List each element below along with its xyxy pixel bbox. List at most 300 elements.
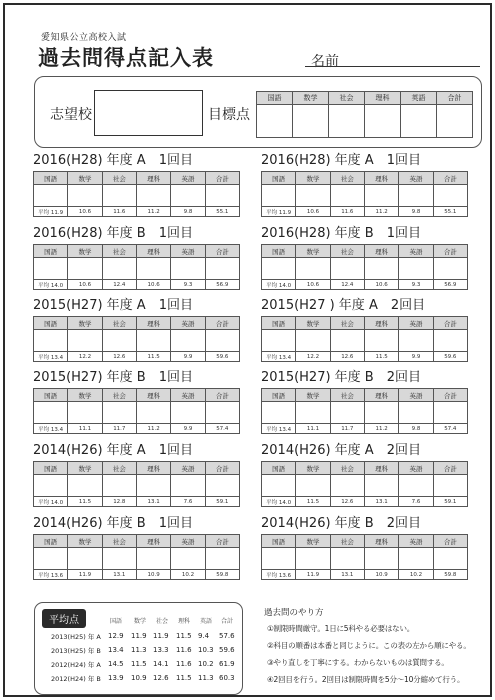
average-row-label: 2013(H25) 年 A	[51, 633, 101, 641]
goal-score-cell[interactable]	[257, 105, 293, 138]
subject-header: 英語	[171, 317, 205, 330]
subject-header: 合計	[433, 462, 467, 475]
average-value: 11.9	[153, 632, 169, 640]
average-value: 11.5	[176, 674, 192, 682]
score-input-cell[interactable]	[102, 258, 136, 280]
howto-step: ②科目の順番は本番と同じように。この表の左から順にやる。	[267, 641, 471, 650]
score-input-cell[interactable]	[136, 402, 170, 424]
subject-header: 社会	[330, 245, 364, 258]
target-score-label: 目標点	[208, 107, 250, 123]
score-table	[33, 316, 240, 362]
goal-panel	[34, 76, 482, 148]
score-input-cell[interactable]	[68, 185, 102, 207]
score-input-cell[interactable]	[262, 548, 296, 570]
average-cell: 9.8	[399, 424, 433, 434]
subject-header: 理科	[364, 462, 398, 475]
average-value: 60.3	[219, 674, 235, 682]
score-input-cell[interactable]	[364, 475, 398, 497]
exam-block	[261, 442, 468, 507]
score-input-cell[interactable]	[296, 475, 330, 497]
subject-header: 国語	[262, 172, 296, 185]
subject-header: 理科	[364, 245, 398, 258]
average-cell: 11.1	[296, 424, 330, 434]
avg-header: 合計	[221, 618, 234, 625]
average-cell: 12.4	[330, 280, 364, 290]
score-input-cell[interactable]	[68, 402, 102, 424]
subject-header: 理科	[364, 317, 398, 330]
goal-score-cell[interactable]	[401, 105, 437, 138]
average-cell: 平均 14.0	[262, 497, 296, 507]
score-input-cell[interactable]	[330, 258, 364, 280]
average-cell: 平均 13.4	[34, 352, 68, 362]
score-input-cell[interactable]	[102, 475, 136, 497]
score-input-cell[interactable]	[399, 258, 433, 280]
average-cell: 13.1	[136, 497, 170, 507]
score-input-cell[interactable]	[205, 402, 239, 424]
average-cell: 56.9	[433, 280, 467, 290]
average-value: 11.3	[198, 674, 214, 682]
exam-title: 2015(H27 ) 年度 A 2回目	[261, 298, 426, 313]
subject-header: 社会	[330, 462, 364, 475]
subject-header: 数学	[296, 389, 330, 402]
score-input-cell[interactable]	[205, 185, 239, 207]
subject-header: 数学	[296, 317, 330, 330]
subject-header: 数学	[68, 172, 102, 185]
average-cell: 10.6	[68, 280, 102, 290]
subject-header: 国語	[34, 317, 68, 330]
average-cell: 11.5	[364, 352, 398, 362]
exam-title: 2016(H28) 年度 A 1回目	[261, 153, 421, 168]
average-cell: 平均 14.0	[262, 280, 296, 290]
score-input-cell[interactable]	[364, 402, 398, 424]
howto-step: ④2回目を行う。2回目は制限時間を5分～10分縮めて行う。	[267, 675, 465, 684]
score-input-cell[interactable]	[399, 185, 433, 207]
goal-header: 英語	[401, 92, 437, 105]
exam-title: 2015(H27) 年度 A 1回目	[33, 298, 193, 313]
exam-title: 2014(H26) 年度 A 1回目	[33, 443, 193, 458]
average-value: 12.9	[108, 632, 124, 640]
subject-header: 理科	[136, 172, 170, 185]
average-cell: 9.3	[171, 280, 205, 290]
goal-score-cell[interactable]	[329, 105, 365, 138]
score-input-cell[interactable]	[205, 548, 239, 570]
subject-header: 理科	[136, 245, 170, 258]
average-cell: 12.2	[296, 352, 330, 362]
average-label: 平均点	[42, 609, 86, 628]
score-table	[33, 244, 240, 290]
score-input-cell[interactable]	[330, 402, 364, 424]
answer-sheet-page	[3, 3, 492, 697]
avg-header: 理科	[178, 618, 191, 625]
average-cell: 11.7	[102, 424, 136, 434]
score-input-cell[interactable]	[34, 475, 68, 497]
subject-header: 英語	[171, 389, 205, 402]
average-cell: 10.6	[136, 280, 170, 290]
score-input-cell[interactable]	[171, 258, 205, 280]
exam-title: 2016(H28) 年度 B 1回目	[33, 226, 193, 241]
score-input-cell[interactable]	[433, 258, 467, 280]
average-cell: 10.6	[364, 280, 398, 290]
average-cell: 9.3	[399, 280, 433, 290]
score-table	[33, 461, 240, 507]
score-input-cell[interactable]	[102, 402, 136, 424]
score-input-cell[interactable]	[136, 475, 170, 497]
average-cell: 12.2	[68, 352, 102, 362]
score-input-cell[interactable]	[262, 185, 296, 207]
subject-header: 理科	[136, 462, 170, 475]
average-cell: 11.5	[296, 497, 330, 507]
subject-header: 理科	[136, 389, 170, 402]
average-cell: 10.2	[171, 570, 205, 580]
target-score-table	[256, 91, 473, 138]
score-input-cell[interactable]	[262, 402, 296, 424]
subject-header: 社会	[102, 245, 136, 258]
subject-header: 合計	[433, 317, 467, 330]
average-value: 11.3	[131, 646, 147, 654]
average-cell: 55.1	[205, 207, 239, 217]
subject-header: 社会	[102, 317, 136, 330]
score-input-cell[interactable]	[136, 185, 170, 207]
average-cell: 57.4	[205, 424, 239, 434]
score-input-cell[interactable]	[399, 330, 433, 352]
score-input-cell[interactable]	[171, 475, 205, 497]
exam-block	[261, 297, 468, 362]
target-school-field[interactable]	[94, 90, 203, 136]
exam-block	[33, 225, 240, 290]
score-input-cell[interactable]	[296, 258, 330, 280]
subject-header: 社会	[102, 172, 136, 185]
score-input-cell[interactable]	[433, 548, 467, 570]
howto-step: ③やり直しを丁寧にする。わからないものは質問する。	[267, 658, 449, 667]
exam-title: 2014(H26) 年度 B 2回目	[261, 516, 421, 531]
score-input-cell[interactable]	[68, 258, 102, 280]
exam-title: 2016(H28) 年度 B 1回目	[261, 226, 421, 241]
goal-header: 合計	[437, 92, 473, 105]
average-cell: 7.6	[171, 497, 205, 507]
subject-header: 合計	[433, 389, 467, 402]
average-cell: 57.4	[433, 424, 467, 434]
average-cell: 10.6	[296, 280, 330, 290]
subject-header: 英語	[399, 389, 433, 402]
average-cell: 10.6	[68, 207, 102, 217]
subject-header: 理科	[364, 535, 398, 548]
average-row-label: 2012(H24) 年 A	[51, 661, 101, 669]
subject-header: 国語	[262, 462, 296, 475]
subject-header: 英語	[171, 245, 205, 258]
average-cell: 11.1	[68, 424, 102, 434]
subject-header: 社会	[102, 462, 136, 475]
average-value: 13.4	[108, 646, 124, 654]
average-value: 12.6	[153, 674, 169, 682]
subject-header: 理科	[136, 535, 170, 548]
average-cell: 59.6	[205, 352, 239, 362]
avg-header: 社会	[156, 618, 169, 625]
average-value: 9.4	[198, 632, 210, 640]
score-table	[33, 171, 240, 217]
score-table	[261, 244, 468, 290]
score-input-cell[interactable]	[171, 548, 205, 570]
score-input-cell[interactable]	[433, 475, 467, 497]
exam-block	[33, 442, 240, 507]
score-input-cell[interactable]	[205, 475, 239, 497]
average-value: 11.9	[131, 632, 147, 640]
subject-header: 国語	[34, 462, 68, 475]
exam-block	[33, 297, 240, 362]
subject-header: 英語	[399, 462, 433, 475]
average-value: 11.6	[176, 646, 192, 654]
howto-step: ①制限時間厳守。1日に5科やる必要はない。	[267, 624, 415, 633]
subject-header: 英語	[171, 462, 205, 475]
average-value: 10.9	[131, 674, 147, 682]
exam-title: 2016(H28) 年度 A 1回目	[33, 153, 193, 168]
score-input-cell[interactable]	[330, 185, 364, 207]
average-cell: 10.6	[296, 207, 330, 217]
average-cell: 平均 13.4	[262, 424, 296, 434]
score-input-cell[interactable]	[262, 258, 296, 280]
average-cell: 平均 13.4	[262, 352, 296, 362]
exam-block	[261, 369, 468, 434]
score-input-cell[interactable]	[330, 548, 364, 570]
average-cell: 9.9	[171, 424, 205, 434]
average-row-label: 2013(H25) 年 B	[51, 647, 101, 655]
subject-header: 英語	[171, 535, 205, 548]
average-value: 14.5	[108, 660, 124, 668]
name-underline[interactable]	[305, 66, 480, 67]
score-input-cell[interactable]	[171, 330, 205, 352]
subject-header: 社会	[330, 172, 364, 185]
average-value: 11.5	[176, 632, 192, 640]
average-cell: 11.2	[364, 207, 398, 217]
score-input-cell[interactable]	[399, 548, 433, 570]
subject-header: 国語	[34, 535, 68, 548]
exam-title: 2014(H26) 年度 B 1回目	[33, 516, 193, 531]
average-row-label: 2012(H24) 年 B	[51, 675, 101, 683]
subject-header: 社会	[102, 535, 136, 548]
average-cell: 平均 14.0	[34, 497, 68, 507]
subject-header: 社会	[330, 389, 364, 402]
goal-score-cell[interactable]	[293, 105, 329, 138]
subject-header: 合計	[205, 535, 239, 548]
average-score-panel	[34, 602, 243, 695]
avg-header: 英語	[200, 618, 213, 625]
average-value: 13.3	[153, 646, 169, 654]
subject-header: 社会	[102, 389, 136, 402]
average-cell: 12.4	[102, 280, 136, 290]
score-input-cell[interactable]	[102, 185, 136, 207]
average-cell: 59.8	[433, 570, 467, 580]
goal-header: 数学	[293, 92, 329, 105]
subject-header: 数学	[68, 389, 102, 402]
score-input-cell[interactable]	[205, 330, 239, 352]
average-value: 59.6	[219, 646, 235, 654]
average-cell: 7.6	[399, 497, 433, 507]
subject-header: 数学	[68, 535, 102, 548]
score-input-cell[interactable]	[296, 185, 330, 207]
subject-header: 国語	[262, 389, 296, 402]
score-input-cell[interactable]	[364, 548, 398, 570]
score-input-cell[interactable]	[34, 258, 68, 280]
score-input-cell[interactable]	[68, 548, 102, 570]
score-input-cell[interactable]	[399, 402, 433, 424]
subject-header: 数学	[68, 245, 102, 258]
score-input-cell[interactable]	[136, 330, 170, 352]
score-table	[33, 388, 240, 434]
score-input-cell[interactable]	[296, 330, 330, 352]
score-table	[33, 534, 240, 580]
average-cell: 13.1	[364, 497, 398, 507]
score-input-cell[interactable]	[34, 330, 68, 352]
average-cell: 10.2	[399, 570, 433, 580]
subject-header: 理科	[364, 389, 398, 402]
score-input-cell[interactable]	[433, 185, 467, 207]
score-input-cell[interactable]	[433, 330, 467, 352]
score-table	[261, 461, 468, 507]
subject-header: 合計	[433, 535, 467, 548]
average-cell: 13.1	[102, 570, 136, 580]
average-cell: 平均 13.6	[34, 570, 68, 580]
average-cell: 平均 11.9	[262, 207, 296, 217]
average-cell: 59.6	[433, 352, 467, 362]
subject-header: 英語	[399, 245, 433, 258]
average-cell: 11.6	[102, 207, 136, 217]
subject-header: 英語	[399, 172, 433, 185]
page-title: 過去問得点記入表	[38, 46, 214, 70]
score-input-cell[interactable]	[34, 185, 68, 207]
average-cell: 11.6	[330, 207, 364, 217]
subject-header: 社会	[330, 535, 364, 548]
average-cell: 12.6	[102, 352, 136, 362]
score-input-cell[interactable]	[34, 402, 68, 424]
score-table	[261, 171, 468, 217]
subject-header: 国語	[34, 389, 68, 402]
score-input-cell[interactable]	[102, 330, 136, 352]
average-cell: 11.5	[68, 497, 102, 507]
score-input-cell[interactable]	[399, 475, 433, 497]
exam-title: 2014(H26) 年度 A 2回目	[261, 443, 421, 458]
subject-header: 国語	[34, 245, 68, 258]
average-cell: 平均 13.4	[34, 424, 68, 434]
subject-header: 合計	[205, 462, 239, 475]
average-cell: 11.7	[330, 424, 364, 434]
score-input-cell[interactable]	[296, 548, 330, 570]
subject-header: 理科	[364, 172, 398, 185]
average-cell: 12.8	[102, 497, 136, 507]
target-school-label: 志望校	[50, 107, 92, 123]
average-cell: 55.1	[433, 207, 467, 217]
subject-header: 数学	[68, 317, 102, 330]
avg-header: 数学	[134, 618, 147, 625]
average-cell: 平均 14.0	[34, 280, 68, 290]
subject-header: 合計	[205, 245, 239, 258]
score-input-cell[interactable]	[364, 330, 398, 352]
avg-header: 国語	[110, 618, 123, 625]
subject-header: 数学	[296, 535, 330, 548]
exam-block	[33, 515, 240, 580]
average-value: 13.9	[108, 674, 124, 682]
average-cell: 9.8	[399, 207, 433, 217]
score-input-cell[interactable]	[330, 330, 364, 352]
score-input-cell[interactable]	[68, 475, 102, 497]
score-input-cell[interactable]	[205, 258, 239, 280]
exam-block	[33, 152, 240, 217]
subject-header: 国語	[262, 245, 296, 258]
subject-header: 英語	[399, 535, 433, 548]
average-cell: 9.9	[399, 352, 433, 362]
average-value: 61.9	[219, 660, 235, 668]
subject-header: 数学	[296, 462, 330, 475]
subject-header: 合計	[205, 389, 239, 402]
score-input-cell[interactable]	[262, 330, 296, 352]
average-cell: 11.5	[136, 352, 170, 362]
subject-header: 合計	[433, 172, 467, 185]
goal-header: 国語	[257, 92, 293, 105]
score-input-cell[interactable]	[364, 185, 398, 207]
subject-header: 合計	[205, 172, 239, 185]
score-input-cell[interactable]	[296, 402, 330, 424]
score-input-cell[interactable]	[330, 475, 364, 497]
goal-score-cell[interactable]	[365, 105, 401, 138]
subject-header: 数学	[296, 245, 330, 258]
score-table	[261, 388, 468, 434]
score-input-cell[interactable]	[136, 548, 170, 570]
name-label: 名前	[311, 54, 339, 70]
subject-header: 英語	[399, 317, 433, 330]
subject-header: 数学	[296, 172, 330, 185]
score-input-cell[interactable]	[171, 402, 205, 424]
goal-header: 社会	[329, 92, 365, 105]
score-input-cell[interactable]	[102, 548, 136, 570]
goal-score-cell[interactable]	[437, 105, 473, 138]
goal-header: 理科	[365, 92, 401, 105]
average-cell: 59.1	[433, 497, 467, 507]
exam-block	[261, 225, 468, 290]
score-input-cell[interactable]	[68, 330, 102, 352]
average-cell: 10.9	[136, 570, 170, 580]
average-value: 14.1	[153, 660, 169, 668]
subject-header: 国語	[262, 317, 296, 330]
exam-block	[261, 515, 468, 580]
average-value: 57.6	[219, 632, 235, 640]
average-cell: 9.9	[171, 352, 205, 362]
average-cell: 11.2	[364, 424, 398, 434]
average-value: 10.2	[198, 660, 214, 668]
score-input-cell[interactable]	[171, 185, 205, 207]
average-cell: 平均 13.6	[262, 570, 296, 580]
average-cell: 13.1	[330, 570, 364, 580]
average-cell: 59.8	[205, 570, 239, 580]
subject-header: 社会	[330, 317, 364, 330]
average-cell: 10.9	[364, 570, 398, 580]
subject-header: 合計	[205, 317, 239, 330]
score-input-cell[interactable]	[364, 258, 398, 280]
average-cell: 12.6	[330, 497, 364, 507]
prefecture-text: 愛知県公立高校入試	[41, 33, 127, 43]
average-cell: 11.9	[68, 570, 102, 580]
score-input-cell[interactable]	[136, 258, 170, 280]
score-input-cell[interactable]	[34, 548, 68, 570]
exam-block	[33, 369, 240, 434]
score-table	[261, 534, 468, 580]
score-input-cell[interactable]	[262, 475, 296, 497]
subject-header: 国語	[262, 535, 296, 548]
average-value: 11.5	[131, 660, 147, 668]
score-input-cell[interactable]	[433, 402, 467, 424]
average-cell: 11.2	[136, 424, 170, 434]
average-cell: 平均 11.9	[34, 207, 68, 217]
subject-header: 理科	[136, 317, 170, 330]
subject-header: 英語	[171, 172, 205, 185]
howto-title: 過去問のやり方	[264, 608, 324, 618]
